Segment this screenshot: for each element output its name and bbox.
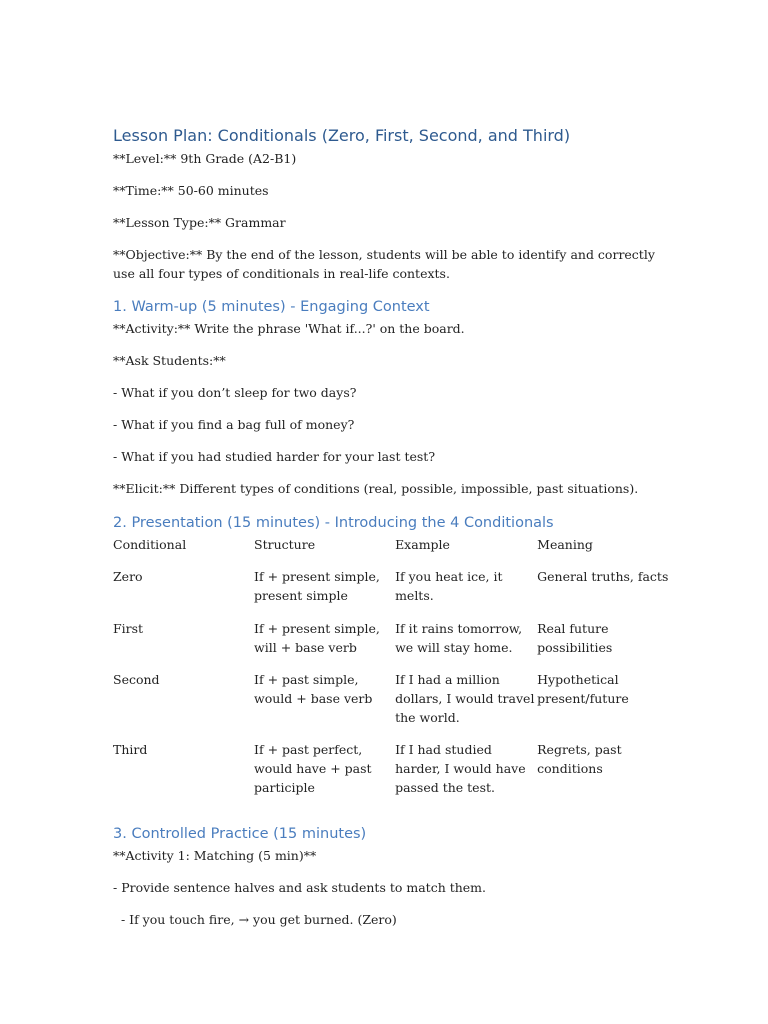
table-row	[113, 619, 673, 670]
header-cell: Conditional	[113, 537, 187, 552]
header-cell: Structure	[254, 537, 316, 552]
structure-cell: If + present simple, present simple	[254, 569, 380, 603]
table-row	[113, 740, 673, 810]
table-row	[113, 670, 673, 740]
provide-line: - Provide sentence halves and ask students to match them.	[113, 880, 487, 895]
meaning-cell: Hypothetical present/future	[537, 672, 629, 706]
meaning-cell: Real future possibilities	[537, 621, 613, 655]
meaning-cell: Regrets, past conditions	[537, 742, 622, 776]
conditional-cell: First	[113, 621, 144, 636]
question-item: - What if you don’t sleep for two days?	[113, 385, 357, 400]
example-line: - If you touch fire, → you get burned. (Zero)	[113, 912, 397, 927]
conditional-cell: Third	[113, 742, 148, 757]
conditional-cell: Zero	[113, 569, 143, 584]
structure-cell: If + past simple, would + base verb	[254, 672, 373, 706]
example-cell: If I had studied harder, I would have passed the test.	[395, 742, 526, 795]
example-cell: If it rains tomorrow, we will stay home.	[395, 621, 523, 655]
section3-heading: 3. Controlled Practice (15 minutes)	[113, 826, 367, 842]
table-row	[113, 567, 673, 619]
conditionals-table	[113, 535, 673, 810]
activity1-line: **Activity 1: Matching (5 min)**	[113, 848, 317, 863]
level-line: **Level:** 9th Grade (A2-B1)	[113, 151, 297, 166]
question-item: - What if you find a bag full of money?	[113, 417, 355, 432]
section1-heading: 1. Warm-up (5 minutes) - Engaging Context	[113, 299, 430, 315]
header-cell: Example	[395, 537, 450, 552]
example-cell: If I had a million dollars, I would travel the world.	[395, 672, 535, 725]
section2-heading: 2. Presentation (15 minutes) - Introducing the 4 Conditionals	[113, 515, 554, 531]
elicit-line: **Elicit:** Different types of conditions (real, possible, impossible, past situations).	[113, 481, 639, 496]
structure-cell: If + past perfect, would have + past participle	[254, 742, 372, 795]
time-line: **Time:** 50-60 minutes	[113, 183, 269, 198]
conditional-cell: Second	[113, 672, 160, 687]
lesson-type-line: **Lesson Type:** Grammar	[113, 215, 286, 230]
question-item: - What if you had studied harder for your last test?	[113, 449, 436, 464]
activity-line: **Activity:** Write the phrase 'What if...?' on the board.	[113, 321, 465, 336]
table-header-row	[113, 535, 673, 567]
ask-students-line: **Ask Students:**	[113, 353, 226, 368]
page-title: Lesson Plan: Conditionals (Zero, First, Second, and Third)	[113, 126, 571, 145]
meaning-cell: General truths, facts	[537, 569, 669, 584]
example-cell: If you heat ice, it melts.	[395, 569, 503, 603]
header-cell: Meaning	[537, 537, 593, 552]
structure-cell: If + present simple, will + base verb	[254, 621, 380, 655]
objective-paragraph: **Objective:** By the end of the lesson, students will be able to identify and correctly use all four types of conditionals in real-life contexts.	[113, 247, 655, 281]
